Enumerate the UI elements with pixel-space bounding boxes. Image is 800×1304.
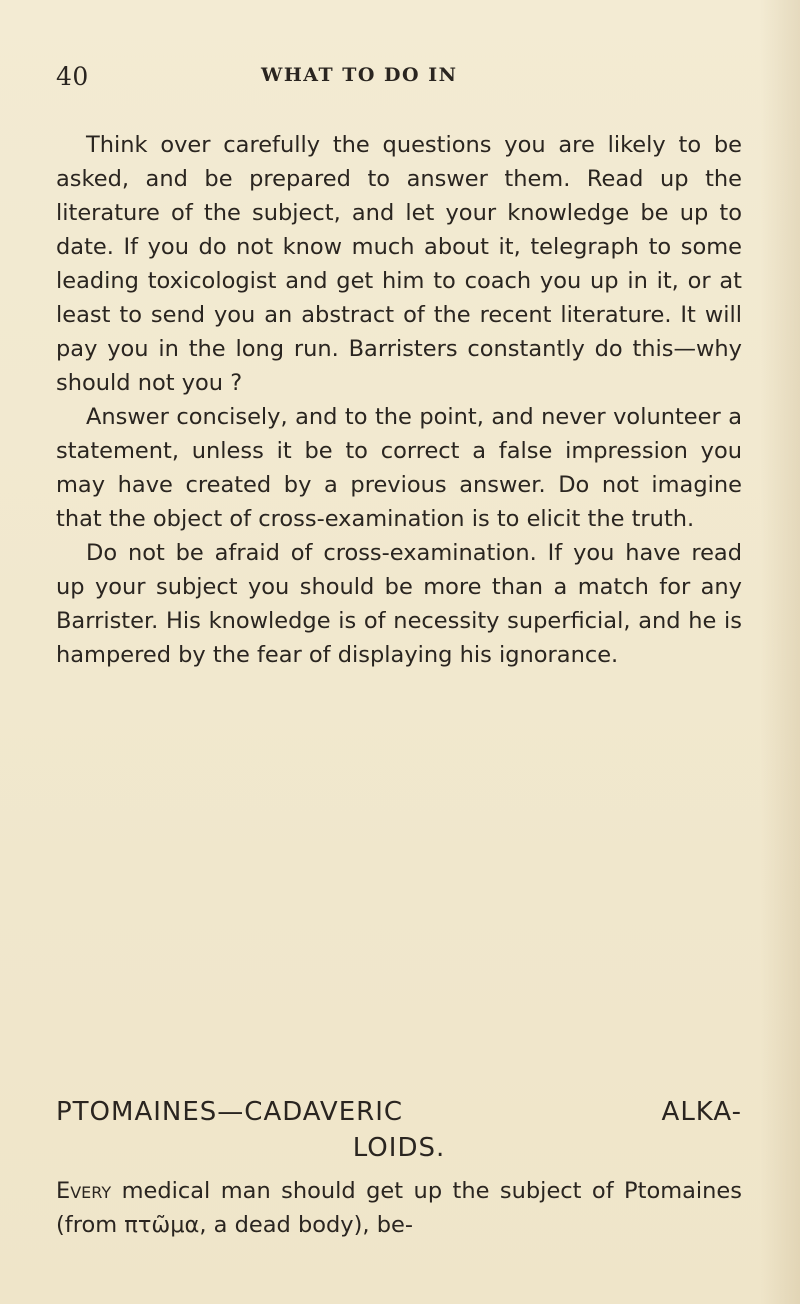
running-head	[56, 62, 746, 96]
section-paragraph	[56, 1174, 742, 1242]
section-heading-line1: PTOMAINES—CADAVERIC ALKA-	[56, 1097, 742, 1127]
paragraph: Answer concisely, and to the point, and never volunteer a statement, unless it be to correct a false impression you may have created by a previous answer. Do not imagine that the object of cross-examination is to elicit the truth.	[56, 404, 742, 532]
section-paragraph-text: medical man should get up the subject of Ptomaines (from πτῶμα, a dead body), be-	[56, 1178, 742, 1238]
paragraph: Do not be afraid of cross-examination. If you have read up your subject you should be more than a match for any Barrister. His knowledge is of necessity superficial, and he is hampered by the fear of displaying his ignorance.	[56, 540, 742, 668]
running-title: WHAT TO DO IN	[261, 64, 458, 86]
page-number: 40	[56, 62, 89, 91]
section-heading-line2: LOIDS.	[352, 1133, 446, 1163]
section-heading	[56, 1094, 742, 1166]
paragraph: Think over carefully the questions you are likely to be asked, and be prepared to answer them. Read up the literature of the subject, and let your knowledge be up to date. If you do not know much about it, telegraph to some leading toxicologist and get him to coach you up in it, or at least to send you an abstract of the recent literature. It will pay you in the long run. Barristers constantly do this—why should not you ?	[56, 132, 742, 396]
first-word: Every	[56, 1178, 112, 1204]
body-text	[56, 128, 742, 672]
